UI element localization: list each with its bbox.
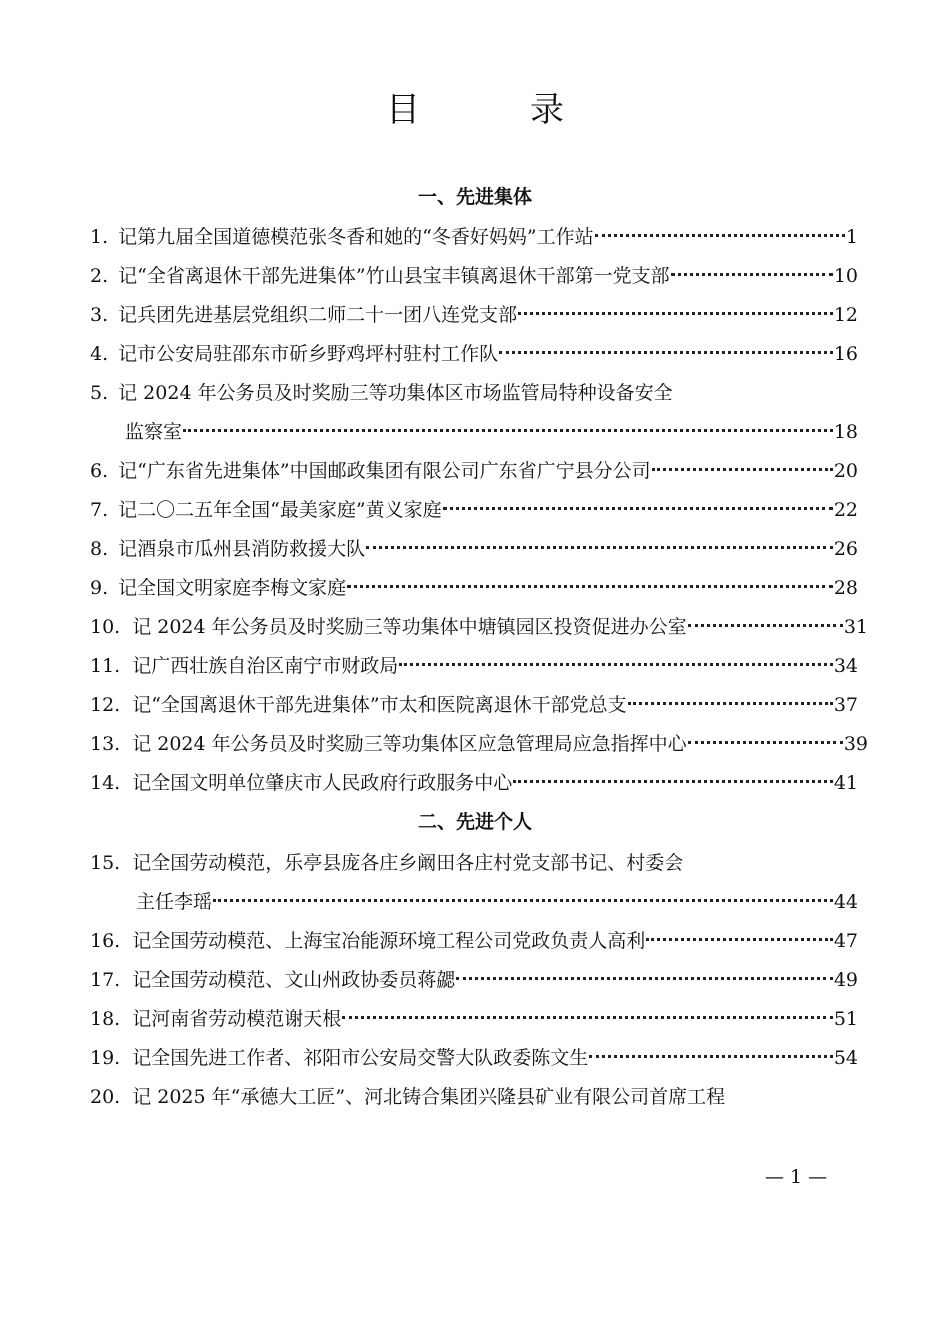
entry-title: 记“全国离退休干部先进集体”市太和医院离退休干部党总支	[132, 694, 627, 716]
entry-page-number: 16	[833, 343, 858, 365]
entry-number: 3.	[90, 304, 109, 326]
entry-title: 记 2025 年“承德大工匠”、河北铸合集团兴隆县矿业有限公司首席工程	[132, 1086, 726, 1108]
toc-entry-5[interactable]	[0, 378, 950, 448]
entry-number: 4.	[90, 343, 109, 365]
entry-page-number: 20	[833, 460, 858, 482]
entry-title-continued: 主任李瑶	[136, 891, 213, 913]
entry-page-number: 18	[833, 421, 858, 443]
entry-title: 记全国文明单位肇庆市人民政府行政服务中心	[132, 772, 513, 794]
entry-title: 记酒泉市瓜州县消防救援大队	[118, 538, 366, 560]
entry-page-number: 47	[833, 930, 858, 952]
entry-number: 6.	[90, 460, 109, 482]
entry-page-number: 49	[833, 969, 858, 991]
entry-title: 记广西壮族自治区南宁市财政局	[132, 655, 399, 677]
entry-number: 8.	[90, 538, 109, 560]
entry-title: 记全国劳动模范、上海宝冶能源环境工程公司党政负责人高利	[132, 930, 646, 952]
leader-dots	[399, 663, 833, 666]
entry-number: 13.	[90, 733, 121, 755]
leader-dots	[652, 468, 833, 471]
entry-title: 记“全省离退休干部先进集体”竹山县宝丰镇离退休干部第一党支部	[118, 265, 670, 287]
leader-dots	[183, 429, 833, 432]
entry-page-number: 12	[833, 304, 858, 326]
entry-title: 记全国先进工作者、祁阳市公安局交警大队政委陈文生	[132, 1047, 589, 1069]
leader-dots	[646, 938, 833, 941]
section-heading-individual: 二、先进个人	[417, 811, 532, 833]
entry-number: 5.	[90, 382, 109, 404]
entry-number: 7.	[90, 499, 109, 521]
entry-title: 记 2024 年公务员及时奖励三等功集体中塘镇园区投资促进办公室	[132, 616, 687, 638]
entry-number: 15.	[90, 852, 121, 874]
leader-dots	[443, 507, 833, 510]
entry-title: 记全国劳动模范、文山州政协委员蒋勰	[132, 969, 456, 991]
leader-dots	[628, 702, 833, 705]
entry-page-number: 31	[843, 616, 868, 638]
entry-page-number: 37	[833, 694, 858, 716]
entry-title: 记 2024 年公务员及时奖励三等功集体区市场监管局特种设备安全	[118, 382, 673, 404]
leader-dots	[688, 624, 843, 627]
entry-title: 记兵团先进基层党组织二师二十一团八连党支部	[118, 304, 518, 326]
entry-title: 记 2024 年公务员及时奖励三等功集体区应急管理局应急指挥中心	[132, 733, 687, 755]
entry-title: 记二〇二五年全国“最美家庭”黄义家庭	[118, 499, 442, 521]
entry-title: 记市公安局驻邵东市斫乡野鸡坪村驻村工作队	[118, 343, 499, 365]
entry-number: 10.	[90, 616, 121, 638]
entry-number: 20.	[90, 1086, 121, 1108]
entry-number: 9.	[90, 577, 109, 599]
entry-page-number: 39	[843, 733, 868, 755]
leader-dots	[366, 546, 833, 549]
entry-page-number: 41	[833, 772, 858, 794]
leader-dots	[595, 234, 845, 237]
entry-title: 记第九届全国道德模范张冬香和她的“冬香好妈妈”工作站	[118, 226, 594, 248]
entry-number: 14.	[90, 772, 121, 794]
entry-page-number: 54	[833, 1047, 858, 1069]
entry-number: 2.	[90, 265, 109, 287]
entry-page-number: 44	[833, 891, 858, 913]
leader-dots	[499, 351, 833, 354]
leader-dots	[513, 780, 833, 783]
entry-page-number: 22	[833, 499, 858, 521]
leader-dots	[456, 977, 833, 980]
toc-entry-15[interactable]	[0, 848, 950, 918]
leader-dots	[688, 741, 843, 744]
entry-title: 记全国文明家庭李梅文家庭	[118, 577, 347, 599]
entry-page-number: 28	[833, 577, 858, 599]
entry-page-number: 10	[833, 265, 858, 287]
entry-number: 11.	[90, 655, 121, 677]
leader-dots	[347, 585, 833, 588]
leader-dots	[342, 1016, 833, 1019]
entry-number: 19.	[90, 1047, 121, 1069]
leader-dots	[671, 273, 833, 276]
entry-number: 18.	[90, 1008, 121, 1030]
entry-page-number: 1	[845, 226, 858, 248]
entry-title-continued: 监察室	[125, 421, 183, 443]
entry-number: 1.	[90, 226, 109, 248]
entry-page-number: 51	[833, 1008, 858, 1030]
entry-number: 12.	[90, 694, 121, 716]
entry-number: 17.	[90, 969, 121, 991]
page-footer-number: — 1 —	[765, 1166, 828, 1188]
entry-title: 记河南省劳动模范谢天根	[132, 1008, 342, 1030]
leader-dots	[589, 1055, 833, 1058]
leader-dots	[518, 312, 833, 315]
section-heading-collective: 一、先进集体	[417, 186, 532, 208]
page-title: 目 录	[386, 90, 602, 130]
entry-number: 16.	[90, 930, 121, 952]
entry-page-number: 34	[833, 655, 858, 677]
leader-dots	[213, 899, 833, 902]
entry-page-number: 26	[833, 538, 858, 560]
entry-title: 记“广东省先进集体”中国邮政集团有限公司广东省广宁县分公司	[118, 460, 651, 482]
entry-title: 记全国劳动模范，乐亭县庞各庄乡阚田各庄村党支部书记、村委会	[132, 852, 684, 874]
